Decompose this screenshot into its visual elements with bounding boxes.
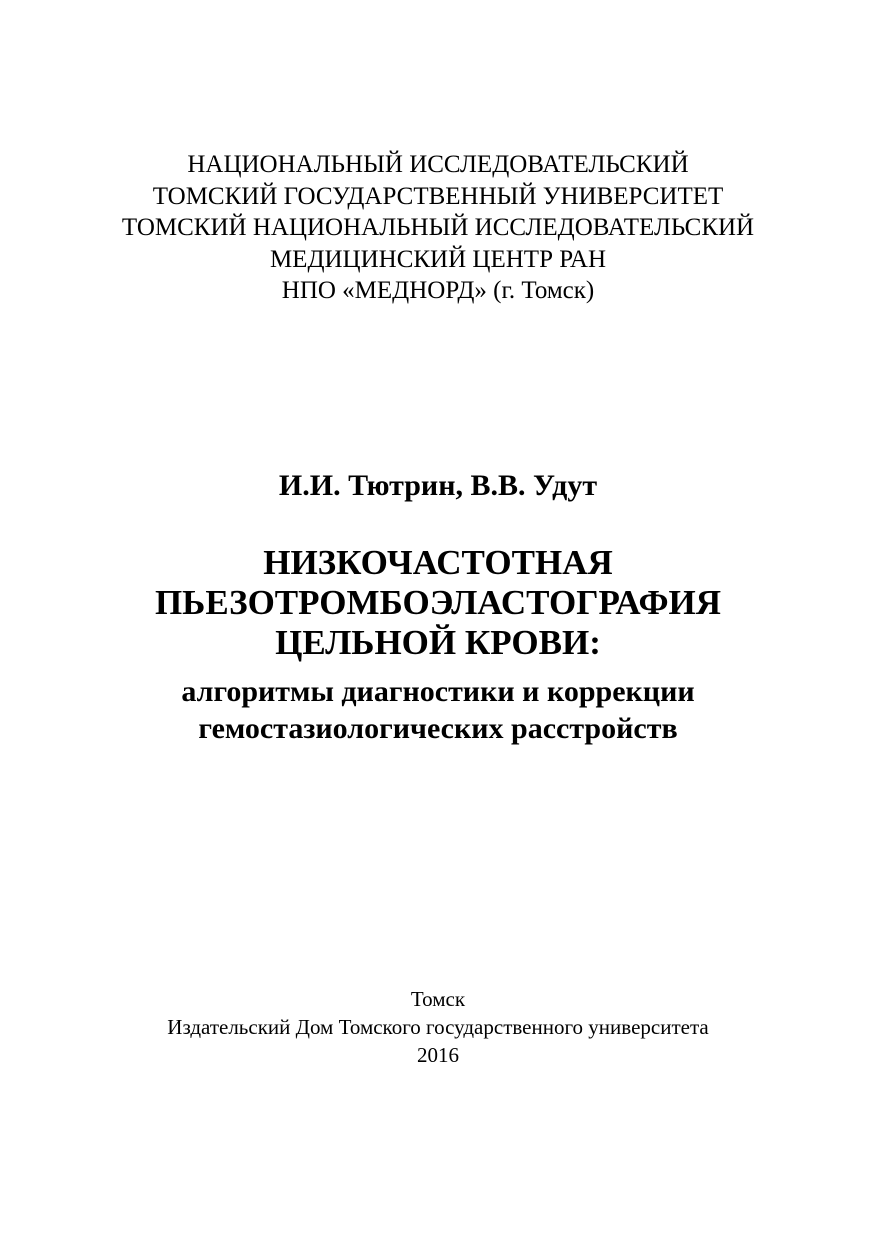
- book-subtitle: [0, 673, 876, 747]
- subtitle-line: алгоритмы диагностики и коррекции: [181, 675, 695, 708]
- imprint-city: Томск: [410, 987, 466, 1011]
- title-line: НИЗКОЧАСТОТНАЯ: [263, 543, 613, 582]
- institution-line: ТОМСКИЙ НАЦИОНАЛЬНЫЙ ИССЛЕДОВАТЕЛЬСКИЙ: [121, 214, 755, 241]
- title-line: ЦЕЛЬНОЙ КРОВИ:: [275, 623, 601, 662]
- imprint-publisher: Издательский Дом Томского государственного университета: [167, 1015, 709, 1039]
- institution-line: НАЦИОНАЛЬНЫЙ ИССЛЕДОВАТЕЛЬСКИЙ: [187, 151, 689, 178]
- authors: И.И. Тютрин, В.В. Удут: [278, 469, 598, 502]
- imprint-year: 2016: [417, 1043, 459, 1067]
- institution-line: МЕДИЦИНСКИЙ ЦЕНТР РАН: [269, 245, 607, 273]
- imprint: [0, 985, 876, 1069]
- institution-line: НПО «МЕДНОРД» (г. Томск): [281, 277, 595, 304]
- institution-line: ТОМСКИЙ ГОСУДАРСТВЕННЫЙ УНИВЕРСИТЕТ: [152, 182, 724, 210]
- subtitle-line: гемостазиологических расстройств: [198, 712, 678, 745]
- book-title: [0, 543, 876, 663]
- institutions-block: [0, 149, 876, 307]
- title-line: ПЬЕЗОТРОМБОЭЛАСТОГРАФИЯ: [154, 583, 722, 622]
